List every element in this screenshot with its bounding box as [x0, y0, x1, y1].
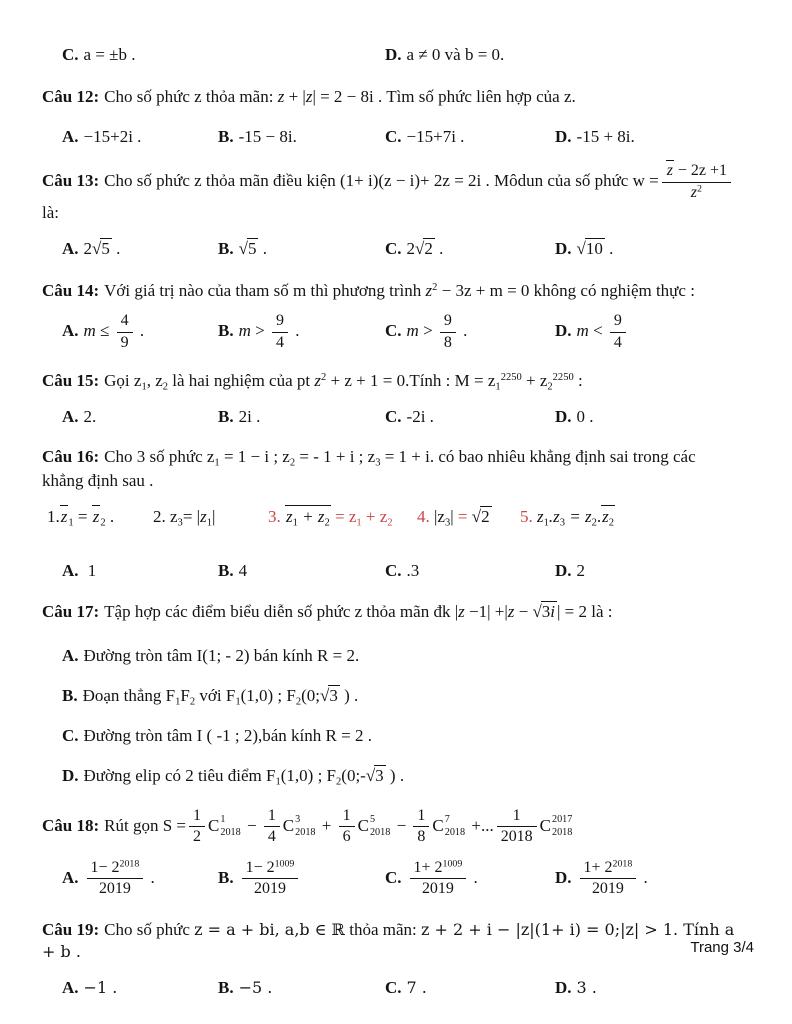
option-c-label: C.	[385, 127, 402, 147]
q11-option-c-label: C.	[62, 45, 79, 64]
question-14-label: Câu 14:	[42, 281, 100, 301]
option-a-label: A.	[62, 867, 79, 887]
option-c-text: .3	[406, 561, 420, 581]
question-18-label: Câu 18:	[42, 815, 100, 835]
question-15-label: Câu 15:	[42, 371, 100, 391]
q11-option-d	[385, 44, 752, 66]
option-b-label: B.	[218, 561, 234, 581]
option-c-text: m > $\frac{9}{8}$ .	[406, 312, 468, 351]
question-14-options	[42, 312, 752, 352]
option-b	[218, 312, 385, 352]
option-a	[62, 406, 218, 428]
option-b-label: B.	[218, 977, 234, 997]
option-b-text: $\frac{1- 2^{1009}}{2019}$	[239, 868, 302, 887]
option-c-text: Đường tròn tâm I ( -1 ; 2),bán kính R = 2 .	[83, 725, 372, 745]
option-b-label: B.	[62, 685, 78, 705]
option-b-text: 4	[238, 561, 248, 581]
option-c-text: −15+7i .	[406, 127, 465, 147]
q17-option-b	[42, 685, 752, 707]
option-c-label: C.	[385, 561, 402, 581]
option-b-text: m > $\frac{9}{4}$ .	[238, 312, 300, 351]
question-18-options	[42, 859, 752, 899]
question-12-options	[42, 126, 752, 148]
question-15-stem: Gọi $z_1$, $z_2$ là hai nghiệm của pt $z^2 + z + 1$ = 0.Tính : $M = z_1^{2250} + z_2^{2250}$ :	[104, 371, 583, 393]
option-a-text: −15+2i .	[83, 127, 142, 147]
question-13-stem: Cho số phức z thỏa mãn điều kiện (1+ i)(z − i)+ 2z = 2i . Môdun của số phức w = $\frac{z - 2z +1}{z^2}$ là:	[42, 171, 734, 222]
q11-option-d-text: a ≠ 0 và b = 0.	[406, 45, 505, 64]
question-15-options	[42, 406, 752, 428]
option-b-text: 2i .	[238, 407, 261, 427]
option-d-text: 0 .	[576, 407, 594, 427]
option-d	[555, 859, 752, 899]
option-c-text: 7 .	[406, 977, 427, 997]
option-b	[218, 560, 385, 582]
question-14-stem: Với giá trị nào của tham số m thì phương trình $z^2 - 3z + m = 0$ không có nghiệm thực :	[104, 281, 695, 301]
option-a-label: A.	[62, 977, 79, 997]
question-15	[42, 370, 752, 392]
question-16-label: Câu 16:	[42, 447, 100, 467]
option-d-text: Đường elip có 2 tiêu điểm $F_1(1,0)$ ; $F_2(0;-√3$ ) .	[83, 765, 405, 788]
option-d-label: D.	[555, 239, 572, 259]
option-a-text: 1	[83, 561, 97, 581]
option-b	[218, 126, 385, 148]
q11-options-row	[42, 44, 752, 66]
option-d-label: D.	[555, 867, 572, 887]
option-c	[385, 312, 555, 352]
option-d	[555, 126, 752, 148]
option-c-text: 2√2 .	[406, 239, 444, 259]
option-c-label: C.	[385, 977, 402, 997]
option-d	[555, 238, 752, 260]
claim-5: 5. $z_1.z_3 = z_2.z_2$	[520, 507, 615, 530]
question-16	[42, 446, 752, 492]
option-a-text: 2.	[83, 407, 97, 427]
option-b	[218, 238, 385, 260]
option-d-label: D.	[555, 321, 572, 341]
option-b-text: √5 .	[238, 239, 267, 259]
option-a-text: −1 .	[83, 977, 118, 997]
option-a-label: A.	[62, 407, 79, 427]
option-c-text: -2i .	[406, 407, 434, 427]
question-18	[42, 807, 752, 847]
option-b	[218, 859, 385, 899]
question-12	[42, 86, 752, 108]
q11-option-c-text: a = ±b .	[83, 45, 136, 64]
question-16-stem-line1: Cho 3 số phức $z_1 = 1 - i$ ; $z_2$ = - 1 + i ; $z_3 = 1 + i$. có bao nhiêu khẳng định sai trong các	[104, 447, 696, 469]
question-18-stem: Rút gọn S = $\frac{1}{2}$ C 1 2018 − $\frac{1}{4}$ C 3 2018 + $\frac{1}{6}$ C 5 2018 − $\frac{1}{8}$ C 7 2018 +... $\frac{1}{2018}$ C 2017 2018	[104, 807, 573, 846]
question-16-stem-line2: khẳng định sau .	[42, 471, 154, 491]
option-a-label: A.	[62, 645, 79, 665]
option-a	[62, 977, 218, 999]
option-b	[218, 406, 385, 428]
option-c-label: C.	[385, 321, 402, 341]
option-b-text: Đoạn thẳng $F_1F_2$ với $F_1(1,0)$ ; $F_2(0;√3$ ) .	[82, 685, 359, 708]
option-b-text: −5 .	[238, 977, 273, 997]
question-13-label: Câu 13:	[42, 171, 100, 191]
option-d-text: -15 + 8i.	[576, 127, 635, 147]
option-a-label: A.	[62, 127, 79, 147]
option-a-label: A.	[62, 239, 79, 259]
option-d-label: D.	[555, 407, 572, 427]
option-d	[555, 560, 752, 582]
option-c	[385, 977, 555, 999]
option-c-text: $\frac{1+ 2^{1009}}{2019}$ .	[407, 868, 478, 887]
question-12-label: Câu 12:	[42, 87, 100, 107]
option-c	[385, 859, 555, 899]
question-17	[42, 601, 752, 623]
option-d	[555, 406, 752, 428]
option-a	[62, 560, 218, 582]
option-d	[555, 977, 752, 999]
option-a	[62, 126, 218, 148]
option-b-label: B.	[218, 127, 234, 147]
option-d-label: D.	[555, 127, 572, 147]
page-number: Trang 3/4	[690, 939, 754, 956]
option-d-label: D.	[62, 765, 79, 785]
claim-1: $1.z_1 = z_2$ .	[47, 507, 115, 530]
option-b-label: B.	[218, 321, 234, 341]
option-c-label: C.	[385, 867, 402, 887]
question-19	[42, 919, 752, 963]
option-d-text: m < $\frac{9}{4}$	[577, 321, 629, 340]
option-a	[62, 312, 218, 352]
option-a-label: A.	[62, 561, 79, 581]
option-d-label: D.	[555, 561, 572, 581]
question-17-stem: Tập hợp các điểm biểu diễn số phức z thỏa mãn đk |z −1| +|z − √3i | = 2 là :	[104, 601, 613, 621]
question-19-stem: Cho số phức z = a + bi, a,b ∈ ℝ thỏa mãn: z + 2 + i − |z|(1+ i) = 0;|z| > 1. Tính a + b .	[42, 919, 735, 961]
option-a-label: A.	[62, 321, 79, 341]
option-a-text: $\frac{1- 2^{2018}}{2019}$ .	[84, 868, 155, 887]
option-a	[62, 859, 218, 899]
option-c	[385, 560, 555, 582]
option-b-label: B.	[218, 867, 234, 887]
option-d-text: 3 .	[576, 977, 597, 997]
option-b-label: B.	[218, 239, 234, 259]
q11-option-c	[62, 44, 385, 66]
q11-option-d-label: D.	[385, 45, 402, 64]
question-13-options	[42, 238, 752, 260]
option-a	[62, 238, 218, 260]
option-b-text: -15 − 8i.	[238, 127, 297, 147]
option-a-text: Đường tròn tâm I(1; - 2) bán kính R = 2.	[83, 645, 360, 665]
option-c-label: C.	[385, 239, 402, 259]
option-d-text: $\frac{1+ 2^{2018}}{2019}$ .	[577, 868, 648, 887]
claim-4: 4. $|z_3| = √2$	[417, 507, 490, 530]
option-b	[218, 977, 385, 999]
q17-option-a	[42, 645, 752, 667]
option-b-label: B.	[218, 407, 234, 427]
question-16-claims	[42, 506, 752, 542]
option-a-text: 2√5 .	[83, 239, 121, 259]
option-c	[385, 238, 555, 260]
claim-3: 3. $z_1 + z_2 = z_1 + z_2$	[268, 507, 393, 530]
question-12-stem: Cho số phức z thỏa mãn: z + |z| = 2 − 8i . Tìm số phức liên hợp của z.	[104, 87, 576, 107]
q17-option-d	[42, 765, 752, 787]
option-d-label: D.	[555, 977, 572, 997]
question-16-options	[42, 560, 752, 582]
option-d	[555, 312, 752, 352]
question-17-label: Câu 17:	[42, 601, 100, 621]
claim-2: 2. $z_3= |z_1|$	[153, 507, 216, 530]
question-13	[42, 162, 752, 224]
option-d-text: 2	[576, 561, 586, 581]
question-14	[42, 280, 752, 302]
option-c-label: C.	[385, 407, 402, 427]
question-19-options	[42, 977, 752, 999]
option-d-text: √10 .	[576, 239, 614, 259]
option-a-text: m ≤ $\frac{4}{9}$ .	[83, 312, 145, 351]
q17-option-c	[42, 725, 752, 747]
option-c	[385, 126, 555, 148]
question-19-label: Câu 19:	[42, 919, 100, 939]
option-c-label: C.	[62, 725, 79, 745]
option-c	[385, 406, 555, 428]
